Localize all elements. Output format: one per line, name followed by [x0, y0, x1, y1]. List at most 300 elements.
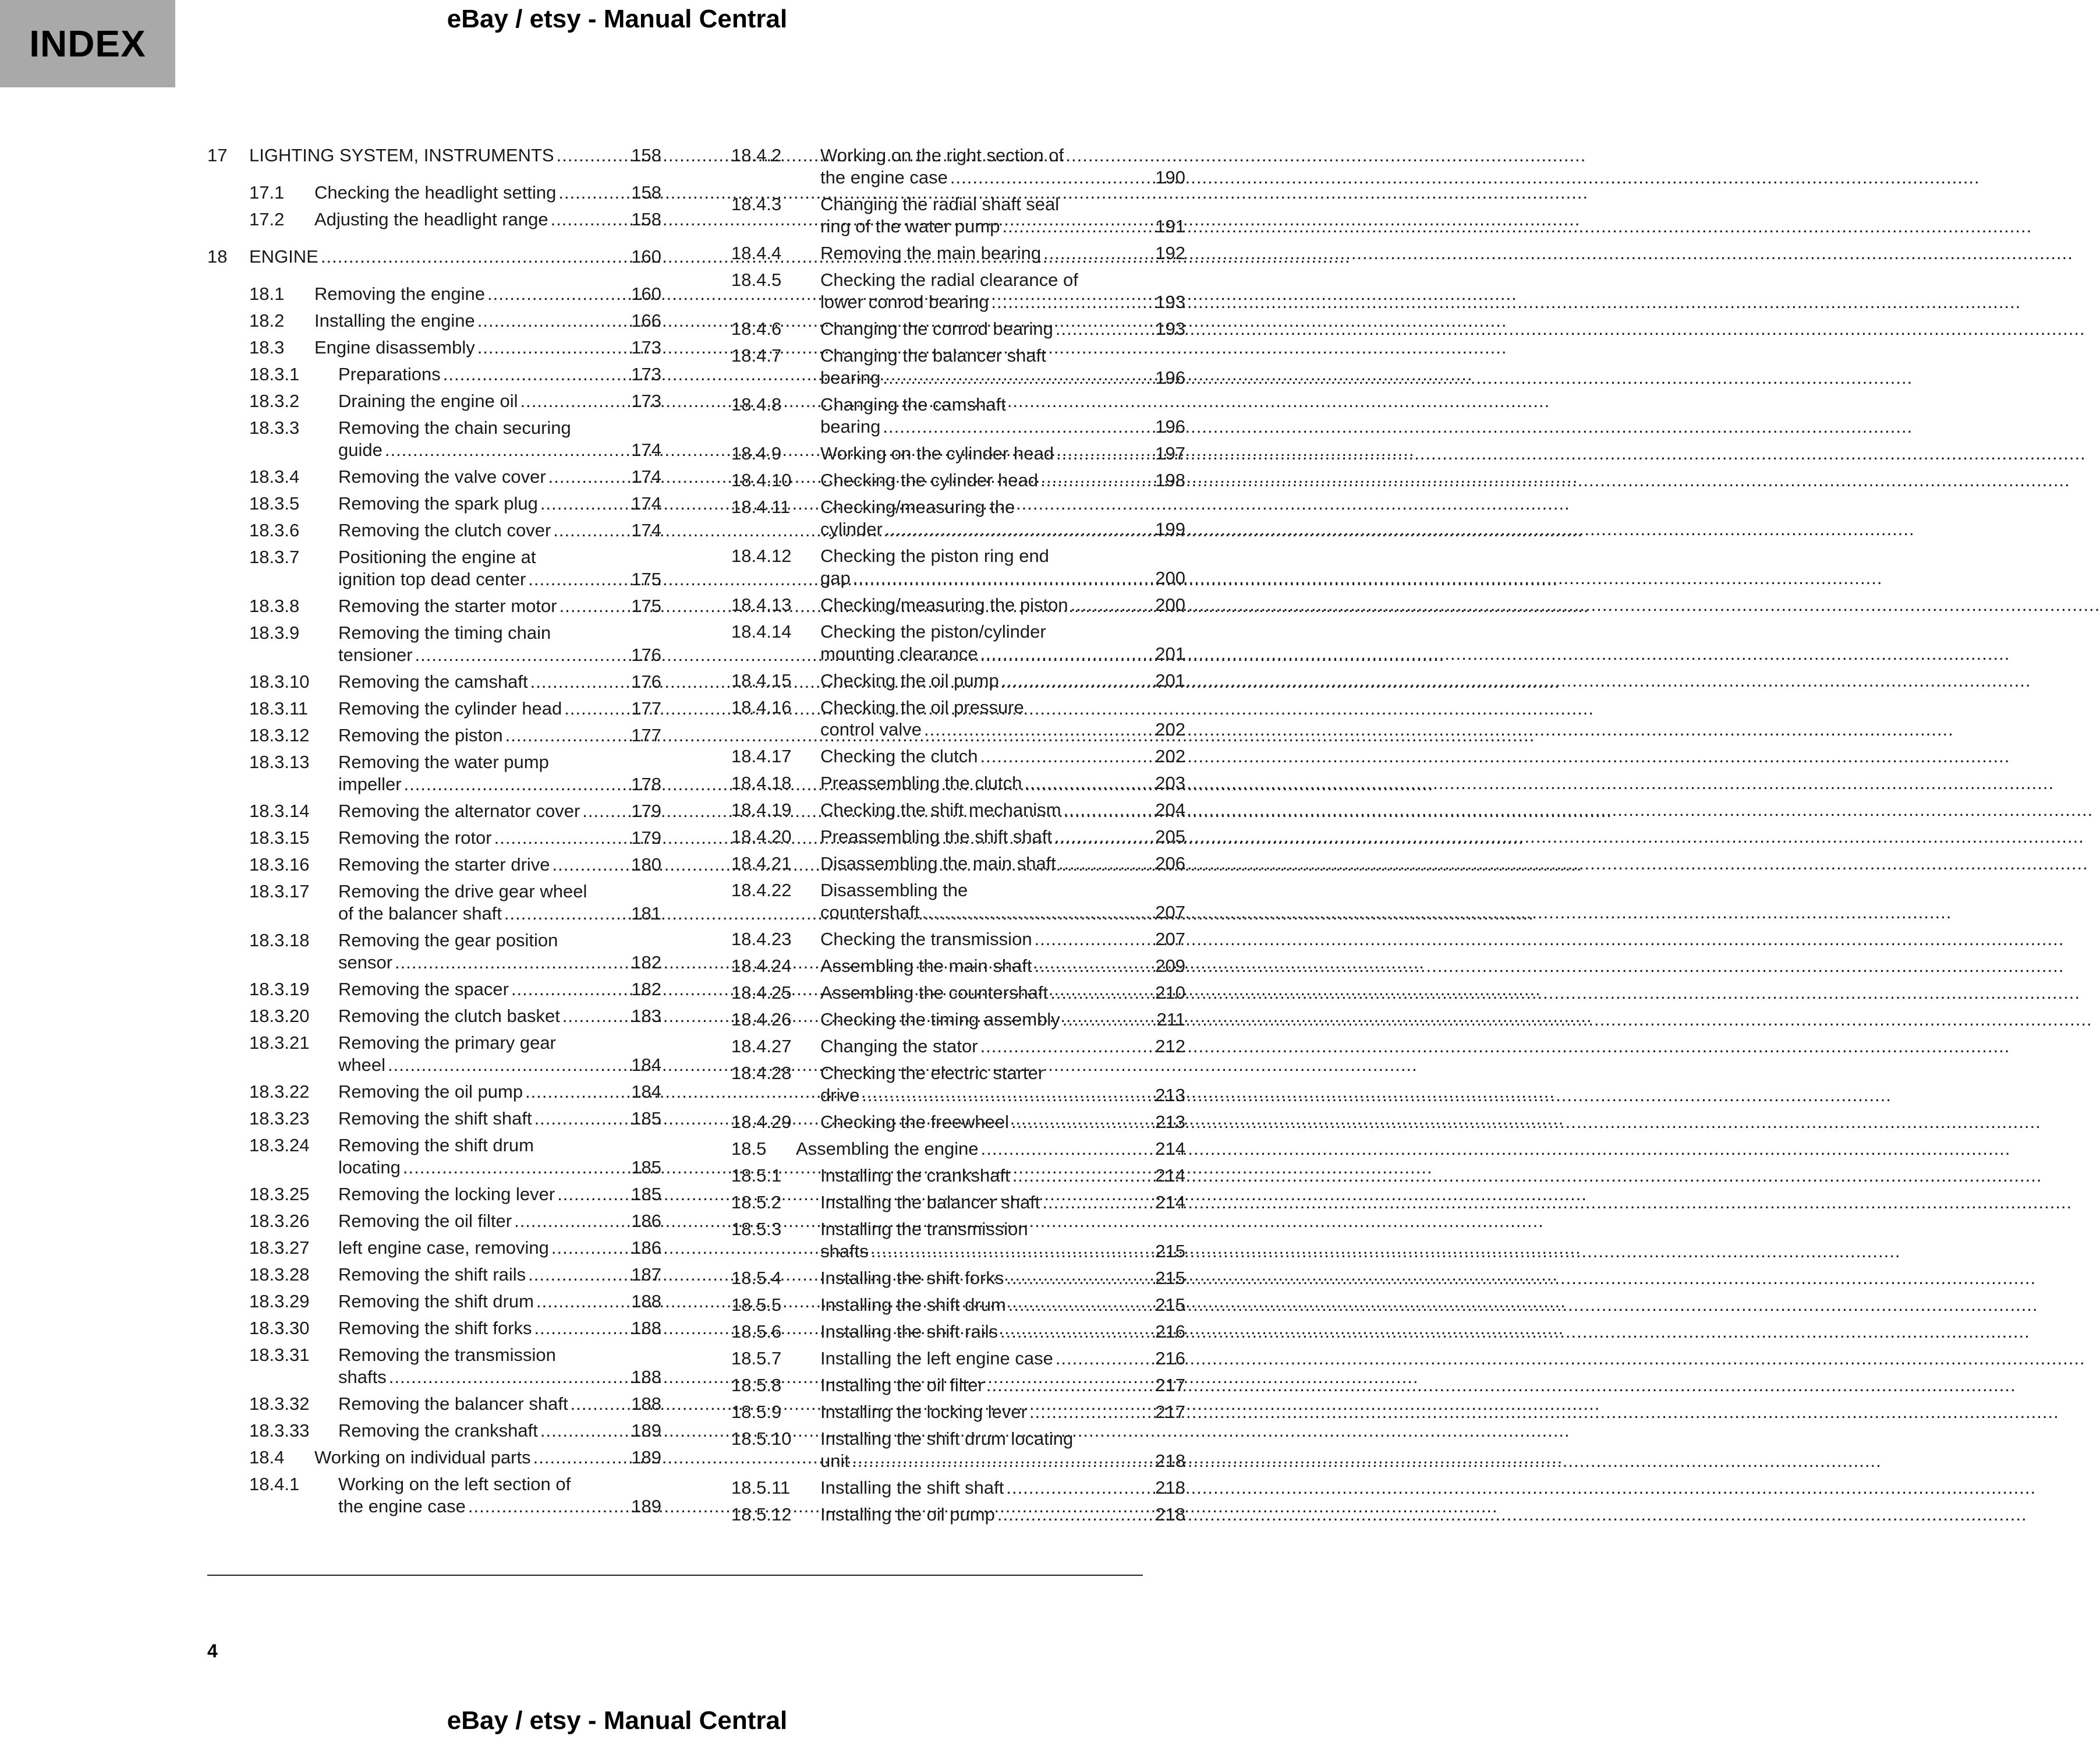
toc-entry-number: 18.3.29 [249, 1291, 310, 1311]
toc-entry[interactable] [207, 1473, 661, 1518]
toc-entry-title-line: Changing the camshaft [820, 394, 1006, 415]
toc-entry[interactable] [731, 318, 1185, 340]
toc-entry-last-line [338, 568, 661, 590]
toc-entry-last-line [820, 928, 1185, 950]
toc-entry-body [820, 670, 1185, 692]
toc-entry-title-line: Removing the rotor [338, 827, 492, 848]
toc-leader-dots [986, 1374, 1147, 1396]
toc-entry-last-line [314, 1447, 661, 1469]
toc-entry-title-line: Checking the shift mechanism [820, 800, 1061, 820]
toc-entry-page: 182 [631, 979, 661, 999]
toc-entry-page: 180 [631, 854, 661, 875]
toc-entry[interactable] [731, 1138, 1185, 1160]
toc-entry[interactable] [207, 363, 661, 386]
toc-entry-title-line: Changing the conrod bearing [820, 319, 1053, 339]
toc-entry-body [314, 182, 661, 204]
toc-entry-last-line [820, 1267, 1185, 1289]
toc-entry-number: 18.3.25 [249, 1184, 310, 1204]
toc-entry[interactable] [731, 1267, 1185, 1289]
toc-leader-dots [1000, 1321, 1147, 1343]
toc-entry-title-line: Removing the drive gear wheel [338, 881, 587, 901]
toc-entry[interactable] [207, 1081, 661, 1103]
toc-leader-dots [950, 167, 1147, 189]
toc-leader-dots [504, 903, 623, 925]
toc-entry[interactable] [731, 1504, 1185, 1526]
toc-leader-dots [533, 1447, 623, 1469]
toc-entry-page: 216 [1155, 1321, 1185, 1342]
toc-entry-page: 160 [631, 284, 661, 304]
toc-entry-last-line [338, 671, 661, 693]
toc-entry-page: 187 [631, 1264, 661, 1285]
toc-entry-last-line [338, 1081, 661, 1103]
toc-entry[interactable] [731, 1374, 1185, 1396]
toc-entry-title-line: Removing the shift shaft [338, 1108, 532, 1129]
toc-entry[interactable] [207, 671, 661, 693]
toc-entry-title-line: Removing the shift drum [338, 1291, 534, 1311]
toc-entry-page: 207 [1155, 902, 1185, 922]
toc-leader-dots [389, 1366, 623, 1388]
toc-entry-page: 200 [1155, 568, 1185, 588]
toc-entry[interactable] [731, 745, 1185, 768]
toc-entry[interactable] [731, 1035, 1185, 1058]
toc-leader-dots [1035, 955, 1147, 977]
toc-entry-body [314, 208, 661, 231]
toc-entry[interactable] [207, 929, 661, 974]
toc-entry[interactable] [731, 345, 1185, 389]
toc-entry[interactable] [207, 1344, 661, 1388]
toc-leader-dots [980, 643, 1147, 665]
toc-entry[interactable] [731, 144, 1185, 189]
toc-entry[interactable] [207, 390, 661, 412]
toc-leader-dots [564, 698, 623, 720]
toc-entry-body [338, 724, 661, 747]
toc-entry-number: 18.4.9 [731, 443, 782, 464]
toc-entry[interactable] [731, 545, 1185, 589]
toc-entry-title-line: Installing the shift rails [820, 1321, 998, 1342]
toc-leader-dots [1042, 1191, 1147, 1214]
toc-entry-page: 196 [1155, 416, 1185, 437]
toc-entry-page: 199 [1155, 519, 1185, 539]
toc-entry-number: 18.4.23 [731, 929, 792, 949]
toc-entry-title-line: Installing the transmission [820, 1219, 1028, 1239]
toc-leader-dots [582, 800, 623, 822]
toc-entry[interactable] [731, 469, 1185, 491]
toc-leader-dots [1058, 853, 1147, 875]
toc-entry-body [338, 546, 661, 590]
toc-entry-title-line: Removing the valve cover [338, 466, 546, 487]
toc-entry-page: 181 [631, 903, 661, 924]
toc-entry-title-line: Engine disassembly [314, 337, 475, 358]
toc-entry[interactable] [207, 698, 661, 720]
toc-entry-body [820, 1009, 1185, 1031]
toc-leader-dots [528, 1264, 623, 1286]
toc-entry-body [820, 1035, 1185, 1058]
toc-entry[interactable] [731, 269, 1185, 313]
toc-entry-page: 185 [631, 1157, 661, 1177]
toc-entry-body [820, 1348, 1185, 1370]
toc-leader-dots [551, 208, 623, 231]
toc-entry-number: 18.3.20 [249, 1006, 310, 1026]
toc-entry[interactable] [731, 879, 1185, 924]
toc-entry-title-line: bearing [820, 367, 881, 388]
toc-entry-title-line: ring of the water pump [820, 216, 1000, 236]
toc-entry-last-line [338, 724, 661, 747]
toc-entry-last-line [820, 518, 1185, 540]
page-number: 4 [207, 1640, 218, 1661]
toc-entry[interactable] [207, 1317, 661, 1339]
toc-entry[interactable] [731, 1321, 1185, 1343]
toc-entry-page: 160 [631, 246, 661, 267]
toc-entry[interactable] [207, 1264, 661, 1286]
toc-entry[interactable] [207, 1032, 661, 1076]
toc-entry-last-line [338, 644, 661, 666]
toc-leader-dots [997, 1504, 1147, 1526]
toc-entry-number: 18.3.9 [249, 623, 300, 643]
toc-entry-page: 210 [1155, 982, 1185, 1003]
toc-entry-page: 158 [631, 145, 661, 165]
toc-entry[interactable] [731, 242, 1185, 264]
toc-entry-body [338, 1210, 661, 1232]
toc-entry[interactable] [731, 1477, 1185, 1499]
toc-entry-number: 18.4.22 [731, 880, 792, 900]
toc-leader-dots [477, 337, 623, 359]
toc-entry-title-line: Removing the shift forks [338, 1318, 532, 1338]
toc-entry[interactable] [731, 1294, 1185, 1316]
toc-entry-body [338, 1473, 661, 1518]
toc-entry-body [820, 545, 1185, 589]
toc-entry-title-line: Adjusting the headlight range [314, 209, 548, 229]
toc-entry[interactable] [731, 826, 1185, 848]
toc-entry[interactable] [207, 1108, 661, 1130]
toc-entry-last-line [820, 469, 1185, 491]
toc-entry-title-line: Checking the headlight setting [314, 182, 557, 203]
toc-entry-title-line: LIGHTING SYSTEM, INSTRUMENTS [249, 145, 554, 165]
toc-entry-number: 18.3.31 [249, 1345, 310, 1365]
toc-entry-body [820, 1191, 1185, 1214]
toc-entry-page: 191 [1155, 216, 1185, 236]
toc-entry-last-line [820, 826, 1185, 848]
toc-entry[interactable] [731, 1165, 1185, 1187]
toc-entry-title-line: Working on the left section of [338, 1474, 571, 1494]
toc-entry-body [820, 1477, 1185, 1499]
toc-entry-number: 18.3.24 [249, 1135, 310, 1155]
toc-entry-page: 196 [1155, 367, 1185, 388]
toc-leader-dots [1056, 1348, 1147, 1370]
toc-entry[interactable] [207, 1183, 661, 1205]
toc-entry-number: 18.3.30 [249, 1318, 310, 1338]
toc-entry-number: 18.4.14 [731, 621, 792, 642]
toc-entry-body [314, 337, 661, 359]
toc-leader-dots [1054, 826, 1147, 848]
toc-entry-page: 192 [1155, 243, 1185, 263]
toc-entry-number: 18.3.16 [249, 854, 310, 875]
toc-entry-last-line [820, 955, 1185, 977]
toc-entry[interactable] [207, 827, 661, 849]
toc-entry-title-line: left engine case, removing [338, 1237, 549, 1258]
toc-entry-last-line [338, 800, 661, 822]
toc-entry-last-line [820, 1240, 1185, 1262]
toc-entry-number: 18.1 [249, 284, 285, 304]
toc-entry[interactable] [207, 546, 661, 590]
toc-entry-title-line: Removing the chain securing [338, 418, 571, 438]
toc-entry-title-line: drive [820, 1085, 860, 1105]
toc-entry-body [820, 1218, 1185, 1262]
toc-entry-body [820, 799, 1185, 821]
toc-entry[interactable] [207, 595, 661, 617]
toc-entry-number: 18.4.7 [731, 345, 782, 366]
toc-entry-last-line [338, 1317, 661, 1339]
toc-leader-dots [862, 1084, 1147, 1106]
toc-entry-body [338, 827, 661, 849]
toc-entry-last-line [820, 567, 1185, 589]
toc-entry[interactable] [731, 1009, 1185, 1031]
toc-entry[interactable] [207, 1134, 661, 1179]
toc-entry[interactable] [731, 670, 1185, 692]
toc-entry-page: 206 [1155, 853, 1185, 874]
toc-entry[interactable] [207, 978, 661, 1000]
toc-entry-number: 17.2 [249, 209, 285, 229]
toc-entry[interactable] [207, 310, 661, 332]
toc-entry-page: 158 [631, 209, 661, 229]
toc-entry[interactable] [207, 337, 661, 359]
toc-entry-number: 18 [207, 246, 228, 267]
toc-entry-page: 202 [1155, 719, 1185, 740]
toc-entry-body [820, 1428, 1185, 1472]
toc-entry[interactable] [731, 394, 1185, 438]
toc-entry-page: 202 [1155, 746, 1185, 766]
toc-leader-dots [1071, 594, 1147, 616]
toc-entry-number: 18.5.4 [731, 1268, 782, 1288]
toc-entry-number: 18.3.15 [249, 827, 310, 848]
toc-entry-title-line: Checking/measuring the [820, 497, 1015, 517]
toc-leader-dots [520, 390, 624, 412]
toc-entry[interactable] [731, 955, 1185, 977]
toc-entry-page: 188 [631, 1318, 661, 1338]
toc-entry-last-line [820, 1191, 1185, 1214]
toc-entry-page: 193 [1155, 319, 1185, 339]
toc-entry-title-line: Disassembling the [820, 880, 968, 900]
toc-entry[interactable] [731, 696, 1185, 741]
toc-entry[interactable] [731, 928, 1185, 950]
toc-entry[interactable] [207, 1237, 661, 1259]
toc-entry-title-line: Removing the spark plug [338, 493, 538, 514]
toc-entry[interactable] [207, 493, 661, 515]
toc-entry-last-line [820, 594, 1185, 616]
toc-entry[interactable] [731, 772, 1185, 794]
toc-entry-number: 18.5.1 [731, 1165, 782, 1186]
toc-entry-last-line [338, 952, 661, 974]
toc-leader-dots [385, 439, 623, 461]
toc-entry-title-line: Removing the oil filter [338, 1211, 512, 1231]
toc-entry-number: 18.3.17 [249, 881, 310, 901]
toc-entry-title-line: Removing the timing chain [338, 623, 551, 643]
toc-entry-body [820, 1267, 1185, 1289]
toc-entry-title-line: Positioning the engine at [338, 547, 536, 567]
toc-entry-last-line [820, 1084, 1185, 1106]
toc-entry-body [820, 1165, 1185, 1187]
toc-leader-dots [1056, 318, 1147, 340]
toc-entry[interactable] [731, 594, 1185, 616]
toc-entry-number: 18.2 [249, 310, 285, 331]
toc-entry-body [249, 144, 661, 167]
toc-leader-dots [525, 1081, 623, 1103]
toc-entry-body [314, 1447, 661, 1469]
toc-entry[interactable] [731, 799, 1185, 821]
toc-entry-page: 214 [1155, 1165, 1185, 1186]
toc-entry-page: 189 [631, 1420, 661, 1441]
toc-entry-title-line: Removing the primary gear [338, 1032, 556, 1053]
toc-entry[interactable] [207, 417, 661, 461]
toc-entry-number: 18.5.7 [731, 1348, 782, 1368]
toc-entry-body [338, 698, 661, 720]
toc-entry[interactable] [731, 621, 1185, 665]
toc-entry[interactable] [207, 182, 661, 204]
toc-entry[interactable] [207, 1005, 661, 1027]
toc-entry[interactable] [731, 1062, 1185, 1106]
toc-entry-number: 18.3.23 [249, 1108, 310, 1129]
toc-entry-body [338, 1134, 661, 1179]
toc-leader-dots [1011, 1111, 1147, 1133]
toc-entry[interactable] [207, 246, 661, 268]
toc-entry[interactable] [207, 880, 661, 925]
toc-entry-page: 216 [1155, 1348, 1185, 1368]
toc-entry-last-line [820, 443, 1185, 465]
toc-entry-title-line: Assembling the countershaft [820, 982, 1049, 1003]
toc-entry-title-line: sensor [338, 952, 393, 972]
toc-entry-title-line: Removing the water pump [338, 752, 549, 772]
toc-leader-dots [558, 182, 623, 204]
toc-entry-title-line: Preassembling the clutch [820, 773, 1022, 793]
toc-entry-last-line [338, 1183, 661, 1205]
toc-entry-body [338, 1264, 661, 1286]
toc-entry-number: 18.5.10 [731, 1428, 792, 1449]
toc-entry-title-line: Installing the locking lever [820, 1402, 1027, 1422]
toc-entry-title-line: gap [820, 568, 851, 588]
toc-entry-page: 182 [631, 952, 661, 972]
toc-entry-number: 18.4.11 [731, 497, 791, 517]
toc-entry[interactable] [731, 443, 1185, 465]
toc-entry[interactable] [207, 1420, 661, 1442]
toc-entry-page: 197 [1155, 443, 1185, 464]
toc-entry-body [820, 928, 1185, 950]
toc-entry-body [820, 269, 1185, 313]
toc-entry-page: 205 [1155, 826, 1185, 847]
toc-entry-title-line: Draining the engine oil [338, 391, 518, 411]
toc-entry-page: 174 [631, 493, 661, 514]
toc-entry-last-line [820, 167, 1185, 189]
toc-entry-last-line [249, 246, 661, 268]
toc-entry[interactable] [731, 1401, 1185, 1423]
toc-entry[interactable] [731, 1218, 1185, 1262]
toc-entry-body [820, 242, 1185, 264]
toc-entry-page: 211 [1156, 1009, 1185, 1030]
toc-entry-last-line [338, 363, 661, 386]
toc-entry[interactable] [207, 466, 661, 488]
toc-entry-number: 18.3.12 [249, 725, 310, 745]
toc-entry[interactable] [207, 622, 661, 666]
toc-entry[interactable] [731, 193, 1185, 238]
toc-entry-body [338, 363, 661, 386]
toc-entry-page: 201 [1155, 670, 1185, 691]
toc-entry-body [820, 1321, 1185, 1343]
toc-entry-page: 174 [631, 440, 661, 460]
toc-entry[interactable] [207, 1290, 661, 1313]
toc-entry[interactable] [207, 519, 661, 542]
toc-entry-number: 18.3.18 [249, 930, 310, 950]
toc-entry-body [338, 390, 661, 412]
toc-entry-number: 18.3.2 [249, 391, 300, 411]
toc-entry[interactable] [207, 800, 661, 822]
toc-entry-title-line: Installing the balancer shaft [820, 1192, 1040, 1212]
toc-entry[interactable] [731, 853, 1185, 875]
toc-entry[interactable] [731, 1348, 1185, 1370]
toc-leader-dots [551, 1237, 623, 1259]
toc-entry-title-line: Checking the oil pressure [820, 697, 1024, 717]
toc-entry-body [820, 318, 1185, 340]
toc-entry-body [338, 1108, 661, 1130]
toc-entry-title-line: Working on the right section of [820, 145, 1064, 165]
toc-entry-page: 217 [1155, 1402, 1185, 1422]
page-header: eBay / etsy - Manual Central [447, 5, 788, 33]
toc-entry-title-line: Working on individual parts [314, 1447, 531, 1467]
toc-entry[interactable] [207, 144, 661, 167]
toc-entry[interactable] [207, 724, 661, 747]
toc-entry[interactable] [731, 1111, 1185, 1133]
toc-entry[interactable] [731, 496, 1185, 540]
toc-entry-number: 18.5.5 [731, 1295, 782, 1315]
toc-leader-dots [1035, 928, 1147, 950]
toc-entry[interactable] [207, 283, 661, 305]
toc-entry-body [338, 1237, 661, 1259]
toc-entry-number: 18.3.14 [249, 801, 310, 821]
toc-entry-number: 18.4.18 [731, 773, 792, 793]
toc-entry-body [338, 1344, 661, 1388]
toc-leader-dots [321, 246, 623, 268]
toc-entry[interactable] [207, 1393, 661, 1415]
toc-entry[interactable] [207, 1210, 661, 1232]
toc-entry-title-line: Working on the cylinder head [820, 443, 1054, 464]
toc-entry-title-line: lower conrod bearing [820, 292, 989, 312]
toc-entry-title-line: Assembling the engine [796, 1138, 979, 1159]
toc-entry-page: 188 [631, 1291, 661, 1311]
toc-entry-body [338, 1081, 661, 1103]
toc-entry-body [338, 854, 661, 876]
toc-leader-dots [980, 1035, 1147, 1058]
toc-entry-title-line: ENGINE [249, 246, 318, 267]
toc-entry-page: 176 [631, 671, 661, 692]
toc-leader-dots [562, 1005, 623, 1027]
toc-entry-title-line: Removing the balancer shaft [338, 1394, 568, 1414]
toc-entry-body [820, 469, 1185, 491]
toc-entry-last-line [820, 1165, 1185, 1187]
toc-entry[interactable] [731, 982, 1185, 1004]
toc-leader-dots [540, 493, 623, 515]
toc-entry[interactable] [207, 854, 661, 876]
toc-entry-title-line: Changing the balancer shaft [820, 345, 1046, 366]
toc-entry[interactable] [207, 751, 661, 795]
toc-entry-page: 218 [1155, 1477, 1185, 1498]
toc-entry[interactable] [207, 208, 661, 231]
toc-leader-dots [528, 568, 623, 590]
toc-entry-last-line [820, 367, 1185, 389]
toc-entry-body [338, 493, 661, 515]
toc-entry-number: 18.4 [249, 1447, 285, 1467]
toc-entry-body [820, 982, 1185, 1004]
toc-entry[interactable] [731, 1191, 1185, 1214]
toc-entry[interactable] [207, 1447, 661, 1469]
toc-entry[interactable] [731, 1428, 1185, 1472]
toc-entry-number: 18.4.26 [731, 1009, 792, 1030]
